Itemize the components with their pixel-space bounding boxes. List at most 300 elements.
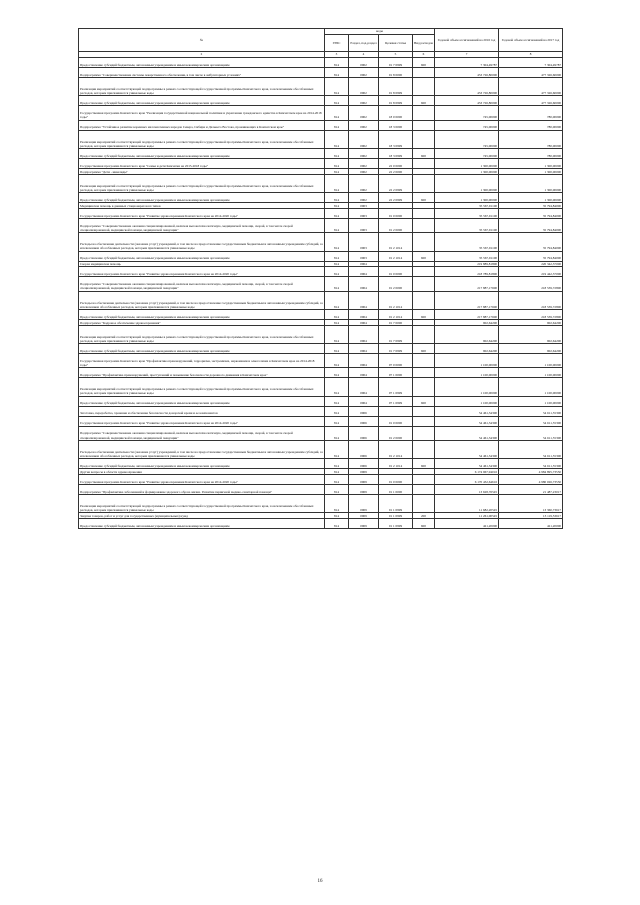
row-name: Подпрограмма "Устойчивое развитие коренных малочисленных народов Севера, Сибири и Дальнего Востока, проживающих в Камчатском крае" xyxy=(79,120,325,130)
row-amount-2016: 421,20000 xyxy=(435,519,499,529)
table-row xyxy=(79,130,563,148)
row-target: 01 7 0999 xyxy=(379,58,413,68)
table-row xyxy=(79,495,563,513)
row-amount-2016: 35 567,91100 xyxy=(435,203,499,209)
row-amount-2017: 35 794,84000 xyxy=(499,218,563,232)
row-expense-type: 600 xyxy=(413,251,435,261)
table-row xyxy=(79,106,563,120)
row-name: Предоставление субсидий бюджетным, автономным учреждениям и иным некоммерческим организациям xyxy=(79,251,325,261)
row-grbs: 814 xyxy=(325,251,349,261)
row-amount-2016: 54 461,34300 xyxy=(435,459,499,469)
row-grbs: 814 xyxy=(325,485,349,495)
row-target: 01 2 0000 xyxy=(379,277,413,291)
row-amount-2016: 1 300,00000 xyxy=(435,174,499,192)
row-target: 18 0 0000 xyxy=(379,106,413,120)
row-name: Предоставление субсидий бюджетным, автономным учреждениям и иным некоммерческим организациям xyxy=(79,519,325,529)
row-name: Подпрограмма "Совершенствование оказания специализированной, включая высокотехнологичную, медицинской помощи, скорой, в том числе скорой специализированной, медицинской помощи, медицинской эвакуации" xyxy=(79,277,325,291)
row-amount-2017: 4 980 026,73550 xyxy=(499,475,563,485)
header-section: Раздел, под-раздел xyxy=(349,35,379,52)
row-section: 0909 xyxy=(349,485,379,495)
row-amount-2017: 902,64200 xyxy=(499,325,563,343)
table-row xyxy=(79,218,563,232)
row-target: 01 2 0000 xyxy=(379,426,413,440)
row-grbs: 814 xyxy=(325,168,349,174)
row-section: 0902 xyxy=(349,58,379,68)
row-name: Реализация мероприятий соответствующей подпрограммы в рамках соответствующей государственной программы Камчатского края, за исключением обособленных расходов, которым присваиваются уникальные коды xyxy=(79,325,325,343)
row-name: Расходы на обеспечение деятельности (оказание услуг) учреждений, в том числе на предоставление государственным бюджетным и автономным учреждениям субсидий, за исключением обособленных расходов, которым присваиваются уникальные коды xyxy=(79,291,325,309)
row-amount-2016: 35 567,91100 xyxy=(435,233,499,251)
row-grbs: 814 xyxy=(325,513,349,519)
row-grbs: 814 xyxy=(325,203,349,209)
row-target: 18 3 0000 xyxy=(379,120,413,130)
row-grbs: 814 xyxy=(325,208,349,218)
row-amount-2017: 902,64200 xyxy=(499,344,563,354)
row-name: Государственная программа Камчатского края "Реализация государственной национальной политики и укрепление гражданского единства в Камчатском крае на 2014-2018 годы" xyxy=(79,106,325,120)
row-target: 01 1 0000 xyxy=(379,485,413,495)
row-grbs: 814 xyxy=(325,475,349,485)
row-name: Предоставление субсидий бюджетным, автономным учреждениям и иным некоммерческим организациям xyxy=(79,193,325,203)
row-target: 18 3 0999 xyxy=(379,148,413,158)
row-amount-2017: 54 611,55300 xyxy=(499,459,563,469)
row-amount-2017: 1 300,00000 xyxy=(499,193,563,203)
row-amount-2017: 1 300,00000 xyxy=(499,158,563,168)
row-amount-2017: 218 539,72800 xyxy=(499,291,563,309)
row-target: 22 2 0999 xyxy=(379,193,413,203)
row-amount-2017: 54 611,55300 xyxy=(499,406,563,416)
row-amount-2016: 745,00000 xyxy=(435,130,499,148)
row-name: Предоставление субсидий бюджетным, автономным учреждениям и иным некоммерческим организациям xyxy=(79,396,325,406)
row-section: 0904 xyxy=(349,319,379,325)
row-section: 0904 xyxy=(349,277,379,291)
row-section: 0902 xyxy=(349,68,379,78)
row-section: 0902 xyxy=(349,78,379,96)
row-amount-2016: 1 100,00000 xyxy=(435,396,499,406)
row-expense-type xyxy=(413,158,435,168)
row-grbs: 814 xyxy=(325,519,349,529)
row-name: Предоставление субсидий бюджетным, автономным учреждениям и иным некоммерческим организациям xyxy=(79,344,325,354)
row-amount-2016: 1 100,00000 xyxy=(435,378,499,396)
row-section: 0902 xyxy=(349,120,379,130)
row-target: 01 1 0999 xyxy=(379,519,413,529)
header-grbs: ГРБС xyxy=(325,35,349,52)
row-section: 0903 xyxy=(349,203,379,209)
row-section: 0906 xyxy=(349,440,379,458)
row-grbs: 814 xyxy=(325,267,349,277)
row-expense-type xyxy=(413,368,435,378)
row-grbs: 814 xyxy=(325,406,349,416)
column-index: 7 xyxy=(435,52,499,58)
row-expense-type xyxy=(413,68,435,78)
table-row xyxy=(79,267,563,277)
row-expense-type xyxy=(413,291,435,309)
row-target: 22 0 0000 xyxy=(379,158,413,168)
row-section: 0904 xyxy=(349,291,379,309)
row-section: 0902 xyxy=(349,106,379,120)
row-target: 01 0 0000 xyxy=(379,416,413,426)
row-grbs: 814 xyxy=(325,68,349,78)
row-amount-2017: 54 611,55300 xyxy=(499,440,563,458)
row-amount-2016: 35 567,91100 xyxy=(435,218,499,232)
row-amount-2016: 54 461,34300 xyxy=(435,406,499,416)
table-row xyxy=(79,78,563,96)
row-amount-2017: 35 794,84000 xyxy=(499,251,563,261)
row-target: 01 1 0999 xyxy=(379,513,413,519)
row-name: Подпрограмма "Кадровое обеспечение здравоохранения" xyxy=(79,319,325,325)
row-amount-2016: 745,00000 xyxy=(435,148,499,158)
row-section: 0902 xyxy=(349,96,379,106)
row-grbs: 814 xyxy=(325,325,349,343)
row-name: Предоставление субсидий бюджетным, автономным учреждениям и иным некоммерческим организациям xyxy=(79,96,325,106)
row-target: 07 0 0000 xyxy=(379,354,413,368)
row-target: 01 8 0999 xyxy=(379,96,413,106)
row-expense-type: 600 xyxy=(413,519,435,529)
row-amount-2016: 217 887,17600 xyxy=(435,291,499,309)
row-expense-type xyxy=(413,426,435,440)
row-amount-2017: 54 611,55300 xyxy=(499,416,563,426)
row-amount-2016: 745,00000 xyxy=(435,106,499,120)
table-row xyxy=(79,58,563,68)
table-row xyxy=(79,440,563,458)
row-grbs: 814 xyxy=(325,416,349,426)
row-expense-type: 200 xyxy=(413,513,435,519)
row-section: 0906 xyxy=(349,416,379,426)
row-name: Реализация мероприятий соответствующей подпрограммы в рамках соответствующей государственной программы Камчатского края, за исключением обособленных расходов, которым присваиваются уникальные коды xyxy=(79,378,325,396)
row-grbs: 814 xyxy=(325,233,349,251)
row-amount-2016: 11 261,00545 xyxy=(435,513,499,519)
row-grbs: 814 xyxy=(325,469,349,475)
row-grbs: 814 xyxy=(325,495,349,513)
row-grbs: 814 xyxy=(325,174,349,192)
row-grbs: 814 xyxy=(325,58,349,68)
row-amount-2017: 1 100,00000 xyxy=(499,354,563,368)
row-amount-2017: 421,20000 xyxy=(499,519,563,529)
row-expense-type xyxy=(413,325,435,343)
column-index: 3 xyxy=(325,52,349,58)
row-amount-2016: 54 461,34300 xyxy=(435,416,499,426)
table-row xyxy=(79,325,563,343)
table-row xyxy=(79,208,563,218)
table-header xyxy=(79,29,563,58)
row-grbs: 814 xyxy=(325,193,349,203)
row-target: 01 1 0999 xyxy=(379,495,413,513)
row-grbs: 814 xyxy=(325,218,349,232)
row-section: 0904 xyxy=(349,309,379,319)
row-section: 0904 xyxy=(349,378,379,396)
row-name: Подпрограмма "Совершенствование оказания специализированной, включая высокотехнологичную, медицинской помощи, скорой, в том числе скорой специализированной, медицинской помощи, медицинской эвакуации" xyxy=(79,426,325,440)
header-number: № xyxy=(79,29,325,52)
row-amount-2017: 1 100,00000 xyxy=(499,378,563,396)
row-section: 0906 xyxy=(349,426,379,440)
row-section: 0906 xyxy=(349,406,379,416)
row-section: 0909 xyxy=(349,469,379,475)
row-name: Государственная программа Камчатского края "Развитие здравоохранения Камчатского края на 2014-2020 годы" xyxy=(79,208,325,218)
row-grbs: 814 xyxy=(325,277,349,291)
table-row xyxy=(79,68,563,78)
row-section: 0904 xyxy=(349,267,379,277)
table-row xyxy=(79,120,563,130)
row-grbs: 814 xyxy=(325,96,349,106)
row-section: 0909 xyxy=(349,495,379,513)
row-amount-2017: 1 300,00000 xyxy=(499,174,563,192)
row-target: 01 8 0999 xyxy=(379,78,413,96)
row-expense-type xyxy=(413,485,435,495)
row-section: 0904 xyxy=(349,325,379,343)
row-amount-2016: 1 300,00000 xyxy=(435,168,499,174)
row-grbs: 814 xyxy=(325,309,349,319)
row-grbs: 814 xyxy=(325,440,349,458)
table-row xyxy=(79,475,563,485)
row-amount-2016: 6 174 967,94016 xyxy=(435,469,499,475)
row-section: 0909 xyxy=(349,519,379,529)
row-amount-2017: 35 794,84000 xyxy=(499,208,563,218)
row-name: Реализация мероприятий соответствующей подпрограммы в рамках соответствующей государственной программы Камчатского края, за исключением обособленных расходов, которым присваиваются уникальные коды xyxy=(79,130,325,148)
row-target: 07 1 0999 xyxy=(379,396,413,406)
row-amount-2016: 1 300,00000 xyxy=(435,158,499,168)
row-grbs: 814 xyxy=(325,120,349,130)
row-expense-type: 600 xyxy=(413,396,435,406)
row-target: 01 2 1014 xyxy=(379,251,413,261)
row-amount-2016: 453 726,80000 xyxy=(435,96,499,106)
row-target: 01 8 0000 xyxy=(379,68,413,78)
row-amount-2016: 218 789,81800 xyxy=(435,267,499,277)
row-grbs: 814 xyxy=(325,319,349,325)
row-section: 0904 xyxy=(349,396,379,406)
row-amount-2016: 54 461,34300 xyxy=(435,426,499,440)
table-row xyxy=(79,519,563,529)
row-name: Предоставление субсидий бюджетным, автономным учреждениям и иным некоммерческим организациям xyxy=(79,459,325,469)
column-index: 4 xyxy=(349,52,379,58)
column-index: 6 xyxy=(413,52,435,58)
row-expense-type xyxy=(413,218,435,232)
row-name: Подпрограмма "Профилактика заболеваний и формирование здорового образа жизни. Развитие первичной медико-санитарной помощи" xyxy=(79,485,325,495)
header-year-2016: Годовой объем ассигнований на 2016 год xyxy=(435,29,499,52)
row-expense-type: 600 xyxy=(413,459,435,469)
row-amount-2017: 1 100,00000 xyxy=(499,396,563,406)
row-grbs: 814 xyxy=(325,354,349,368)
table-row xyxy=(79,344,563,354)
row-target: 01 2 1014 xyxy=(379,440,413,458)
row-amount-2016: 35 567,91100 xyxy=(435,251,499,261)
row-target: 01 7 0999 xyxy=(379,325,413,343)
row-target: 01 0 0000 xyxy=(379,208,413,218)
row-target xyxy=(379,406,413,416)
row-grbs: 814 xyxy=(325,261,349,267)
row-amount-2017: 220 342,37000 xyxy=(499,261,563,267)
row-target: 01 0 0000 xyxy=(379,267,413,277)
row-expense-type: 600 xyxy=(413,344,435,354)
row-target: 01 7 0000 xyxy=(379,319,413,325)
row-name: Закупка товаров, работ и услуг для государственных (муниципальных) нужд xyxy=(79,513,325,519)
row-name: Предоставление субсидий бюджетным, автономным учреждениям и иным некоммерческим организациям xyxy=(79,58,325,68)
row-expense-type xyxy=(413,106,435,120)
table-row xyxy=(79,251,563,261)
row-name: Государственная программа Камчатского края "Семья и дети Камчатки на 2015-2018 годы" xyxy=(79,158,325,168)
table-row xyxy=(79,396,563,406)
row-name: Другие вопросы в области здравоохранения xyxy=(79,469,325,475)
row-expense-type xyxy=(413,495,435,513)
row-grbs: 814 xyxy=(325,344,349,354)
row-expense-type xyxy=(413,440,435,458)
row-section: 0903 xyxy=(349,218,379,232)
row-name: Государственная программа Камчатского края "Развитие здравоохранения Камчатского края на 2014-2020 годы" xyxy=(79,416,325,426)
row-expense-type: 600 xyxy=(413,96,435,106)
column-index: 8 xyxy=(499,52,563,58)
row-expense-type xyxy=(413,233,435,251)
row-name: Реализация мероприятий соответствующей подпрограммы в рамках соответствующей государственной программы Камчатского края, за исключением обособленных расходов, которым присваиваются уникальные коды xyxy=(79,495,325,513)
table-row xyxy=(79,459,563,469)
table-row xyxy=(79,368,563,378)
row-name: Подпрограмма "Профилактика правонарушений, преступлений и повышение безопасности дорожного движения в Камчатском крае" xyxy=(79,368,325,378)
row-section: 0902 xyxy=(349,148,379,158)
row-expense-type: 600 xyxy=(413,309,435,319)
row-amount-2016: 1 100,00000 xyxy=(435,354,499,368)
row-section: 0903 xyxy=(349,233,379,251)
table-row xyxy=(79,277,563,291)
table-row xyxy=(79,291,563,309)
row-expense-type xyxy=(413,354,435,368)
row-amount-2016: 1 300,00000 xyxy=(435,193,499,203)
row-section: 0904 xyxy=(349,354,379,368)
row-expense-type xyxy=(413,208,435,218)
row-amount-2017: 1 300,00000 xyxy=(499,168,563,174)
row-amount-2016: 745,00000 xyxy=(435,120,499,130)
header-codes-group: коды xyxy=(325,29,435,35)
page-number: 16 xyxy=(317,879,323,884)
row-name: Государственная программа Камчатского края "Развитие здравоохранения Камчатского края на 2014-2020 годы" xyxy=(79,267,325,277)
table-row xyxy=(79,233,563,251)
row-amount-2016: 902,64200 xyxy=(435,319,499,325)
row-expense-type xyxy=(413,267,435,277)
row-amount-2017: 780,00000 xyxy=(499,130,563,148)
row-expense-type: 600 xyxy=(413,58,435,68)
row-section: 0902 xyxy=(349,130,379,148)
table-row xyxy=(79,426,563,440)
row-target: 01 2 1014 xyxy=(379,291,413,309)
row-grbs: 814 xyxy=(325,291,349,309)
row-expense-type xyxy=(413,277,435,291)
row-expense-type xyxy=(413,406,435,416)
row-grbs: 814 xyxy=(325,368,349,378)
row-expense-type: 600 xyxy=(413,193,435,203)
row-grbs: 814 xyxy=(325,130,349,148)
row-amount-2016: 902,64200 xyxy=(435,344,499,354)
row-amount-2017: 54 611,55300 xyxy=(499,426,563,440)
row-target: 18 3 0999 xyxy=(379,130,413,148)
row-section: 0902 xyxy=(349,158,379,168)
row-section: 0904 xyxy=(349,261,379,267)
row-grbs: 814 xyxy=(325,426,349,440)
header-year-2017: Годовой объем ассигнований на 2017 год xyxy=(499,29,563,52)
row-amount-2016: 219 889,81800 xyxy=(435,261,499,267)
row-amount-2017: 13 119,53617 xyxy=(499,513,563,519)
row-expense-type xyxy=(413,475,435,485)
row-expense-type xyxy=(413,120,435,130)
row-name: Расходы на обеспечение деятельности (оказание услуг) учреждений, в том числе на предоставление государственным бюджетным и автономным учреждениям субсидий, за исключением обособленных расходов, которым присваиваются уникальные коды xyxy=(79,233,325,251)
row-amount-2016: 902,64200 xyxy=(435,325,499,343)
row-grbs: 814 xyxy=(325,396,349,406)
row-section: 0904 xyxy=(349,368,379,378)
row-target: 01 2 1014 xyxy=(379,309,413,319)
row-amount-2016: 217 887,17600 xyxy=(435,309,499,319)
row-expense-type xyxy=(413,78,435,96)
row-section: 0903 xyxy=(349,251,379,261)
row-grbs: 814 xyxy=(325,158,349,168)
row-amount-2017: 780,00000 xyxy=(499,120,563,130)
row-amount-2017: 21 487,23017 xyxy=(499,485,563,495)
row-amount-2017: 35 794,84000 xyxy=(499,203,563,209)
row-expense-type xyxy=(413,130,435,148)
row-amount-2016: 13 628,76545 xyxy=(435,485,499,495)
row-name: Скорая медицинская помощь xyxy=(79,261,325,267)
table-row xyxy=(79,378,563,396)
row-name: Предоставление субсидий бюджетным, автономным учреждениям и иным некоммерческим организациям xyxy=(79,148,325,158)
table-row xyxy=(79,174,563,192)
row-amount-2017: 477 326,60000 xyxy=(499,68,563,78)
header-expense-type: Вид расходов xyxy=(413,35,435,52)
row-name: Государственная программа Камчатского края "Профилактика правонарушений, терроризма, экстремизма, наркомании и алкоголизма в Камчатском крае на 2014-2018 годы" xyxy=(79,354,325,368)
row-amount-2017: 219 442,37000 xyxy=(499,267,563,277)
row-target: 01 2 1014 xyxy=(379,459,413,469)
row-amount-2016: 7 304,49787 xyxy=(435,58,499,68)
row-amount-2016: 453 726,80000 xyxy=(435,68,499,78)
table-row xyxy=(79,96,563,106)
table-row xyxy=(79,148,563,158)
row-amount-2017: 780,00000 xyxy=(499,148,563,158)
row-amount-2017: 218 539,72800 xyxy=(499,277,563,291)
row-section: 0906 xyxy=(349,459,379,469)
row-amount-2017: 35 794,84000 xyxy=(499,233,563,251)
column-index: 5 xyxy=(379,52,413,58)
row-amount-2016: 35 567,91100 xyxy=(435,208,499,218)
row-name: Государственная программа Камчатского края "Развитие здравоохранения Камчатского края на 2014-2020 годы" xyxy=(79,475,325,485)
row-amount-2017: 7 304,49787 xyxy=(499,58,563,68)
row-grbs: 814 xyxy=(325,78,349,96)
row-section: 0902 xyxy=(349,174,379,192)
row-section: 0903 xyxy=(349,208,379,218)
row-amount-2017: 780,00000 xyxy=(499,106,563,120)
table-row xyxy=(79,158,563,168)
row-amount-2017: 477 326,60000 xyxy=(499,78,563,96)
row-target: 01 7 0999 xyxy=(379,344,413,354)
row-target: 07 1 0000 xyxy=(379,368,413,378)
table-body xyxy=(79,58,563,529)
row-grbs: 814 xyxy=(325,459,349,469)
row-target: 22 2 0999 xyxy=(379,174,413,192)
row-amount-2016: 11 682,20545 xyxy=(435,495,499,513)
row-amount-2017: 218 539,72800 xyxy=(499,309,563,319)
row-amount-2016: 453 726,80000 xyxy=(435,78,499,96)
row-amount-2016: 217 887,17600 xyxy=(435,277,499,291)
table-row xyxy=(79,406,563,416)
row-section: 0909 xyxy=(349,513,379,519)
row-name: Медицинская помощь в дневных стационарах всех типов xyxy=(79,203,325,209)
row-section: 0909 xyxy=(349,475,379,485)
row-amount-2017: 1 100,00000 xyxy=(499,368,563,378)
row-name: Заготовка, переработка, хранение и обеспечение безопасности донорской крови и ее компонентов xyxy=(79,406,325,416)
row-target: 01 2 0000 xyxy=(379,218,413,232)
row-amount-2016: 1 100,00000 xyxy=(435,368,499,378)
budget-table xyxy=(78,28,563,529)
row-grbs: 814 xyxy=(325,106,349,120)
row-target: 01 2 1014 xyxy=(379,233,413,251)
row-name: Предоставление субсидий бюджетным, автономным учреждениям и иным некоммерческим организациям xyxy=(79,309,325,319)
row-amount-2017: 4 984 895,73550 xyxy=(499,469,563,475)
row-grbs: 814 xyxy=(325,148,349,158)
row-amount-2016: 54 461,34300 xyxy=(435,440,499,458)
row-name: Подпрограмма "Совершенствование системы лекарственного обеспечения, в том числе в амбулаторных условиях" xyxy=(79,68,325,78)
row-amount-2017: 477 326,60000 xyxy=(499,96,563,106)
row-name: Реализация мероприятий соответствующей подпрограммы в рамках соответствующей государственной программы Камчатского края, за исключением обособленных расходов, которым присваиваются уникальные коды xyxy=(79,78,325,96)
